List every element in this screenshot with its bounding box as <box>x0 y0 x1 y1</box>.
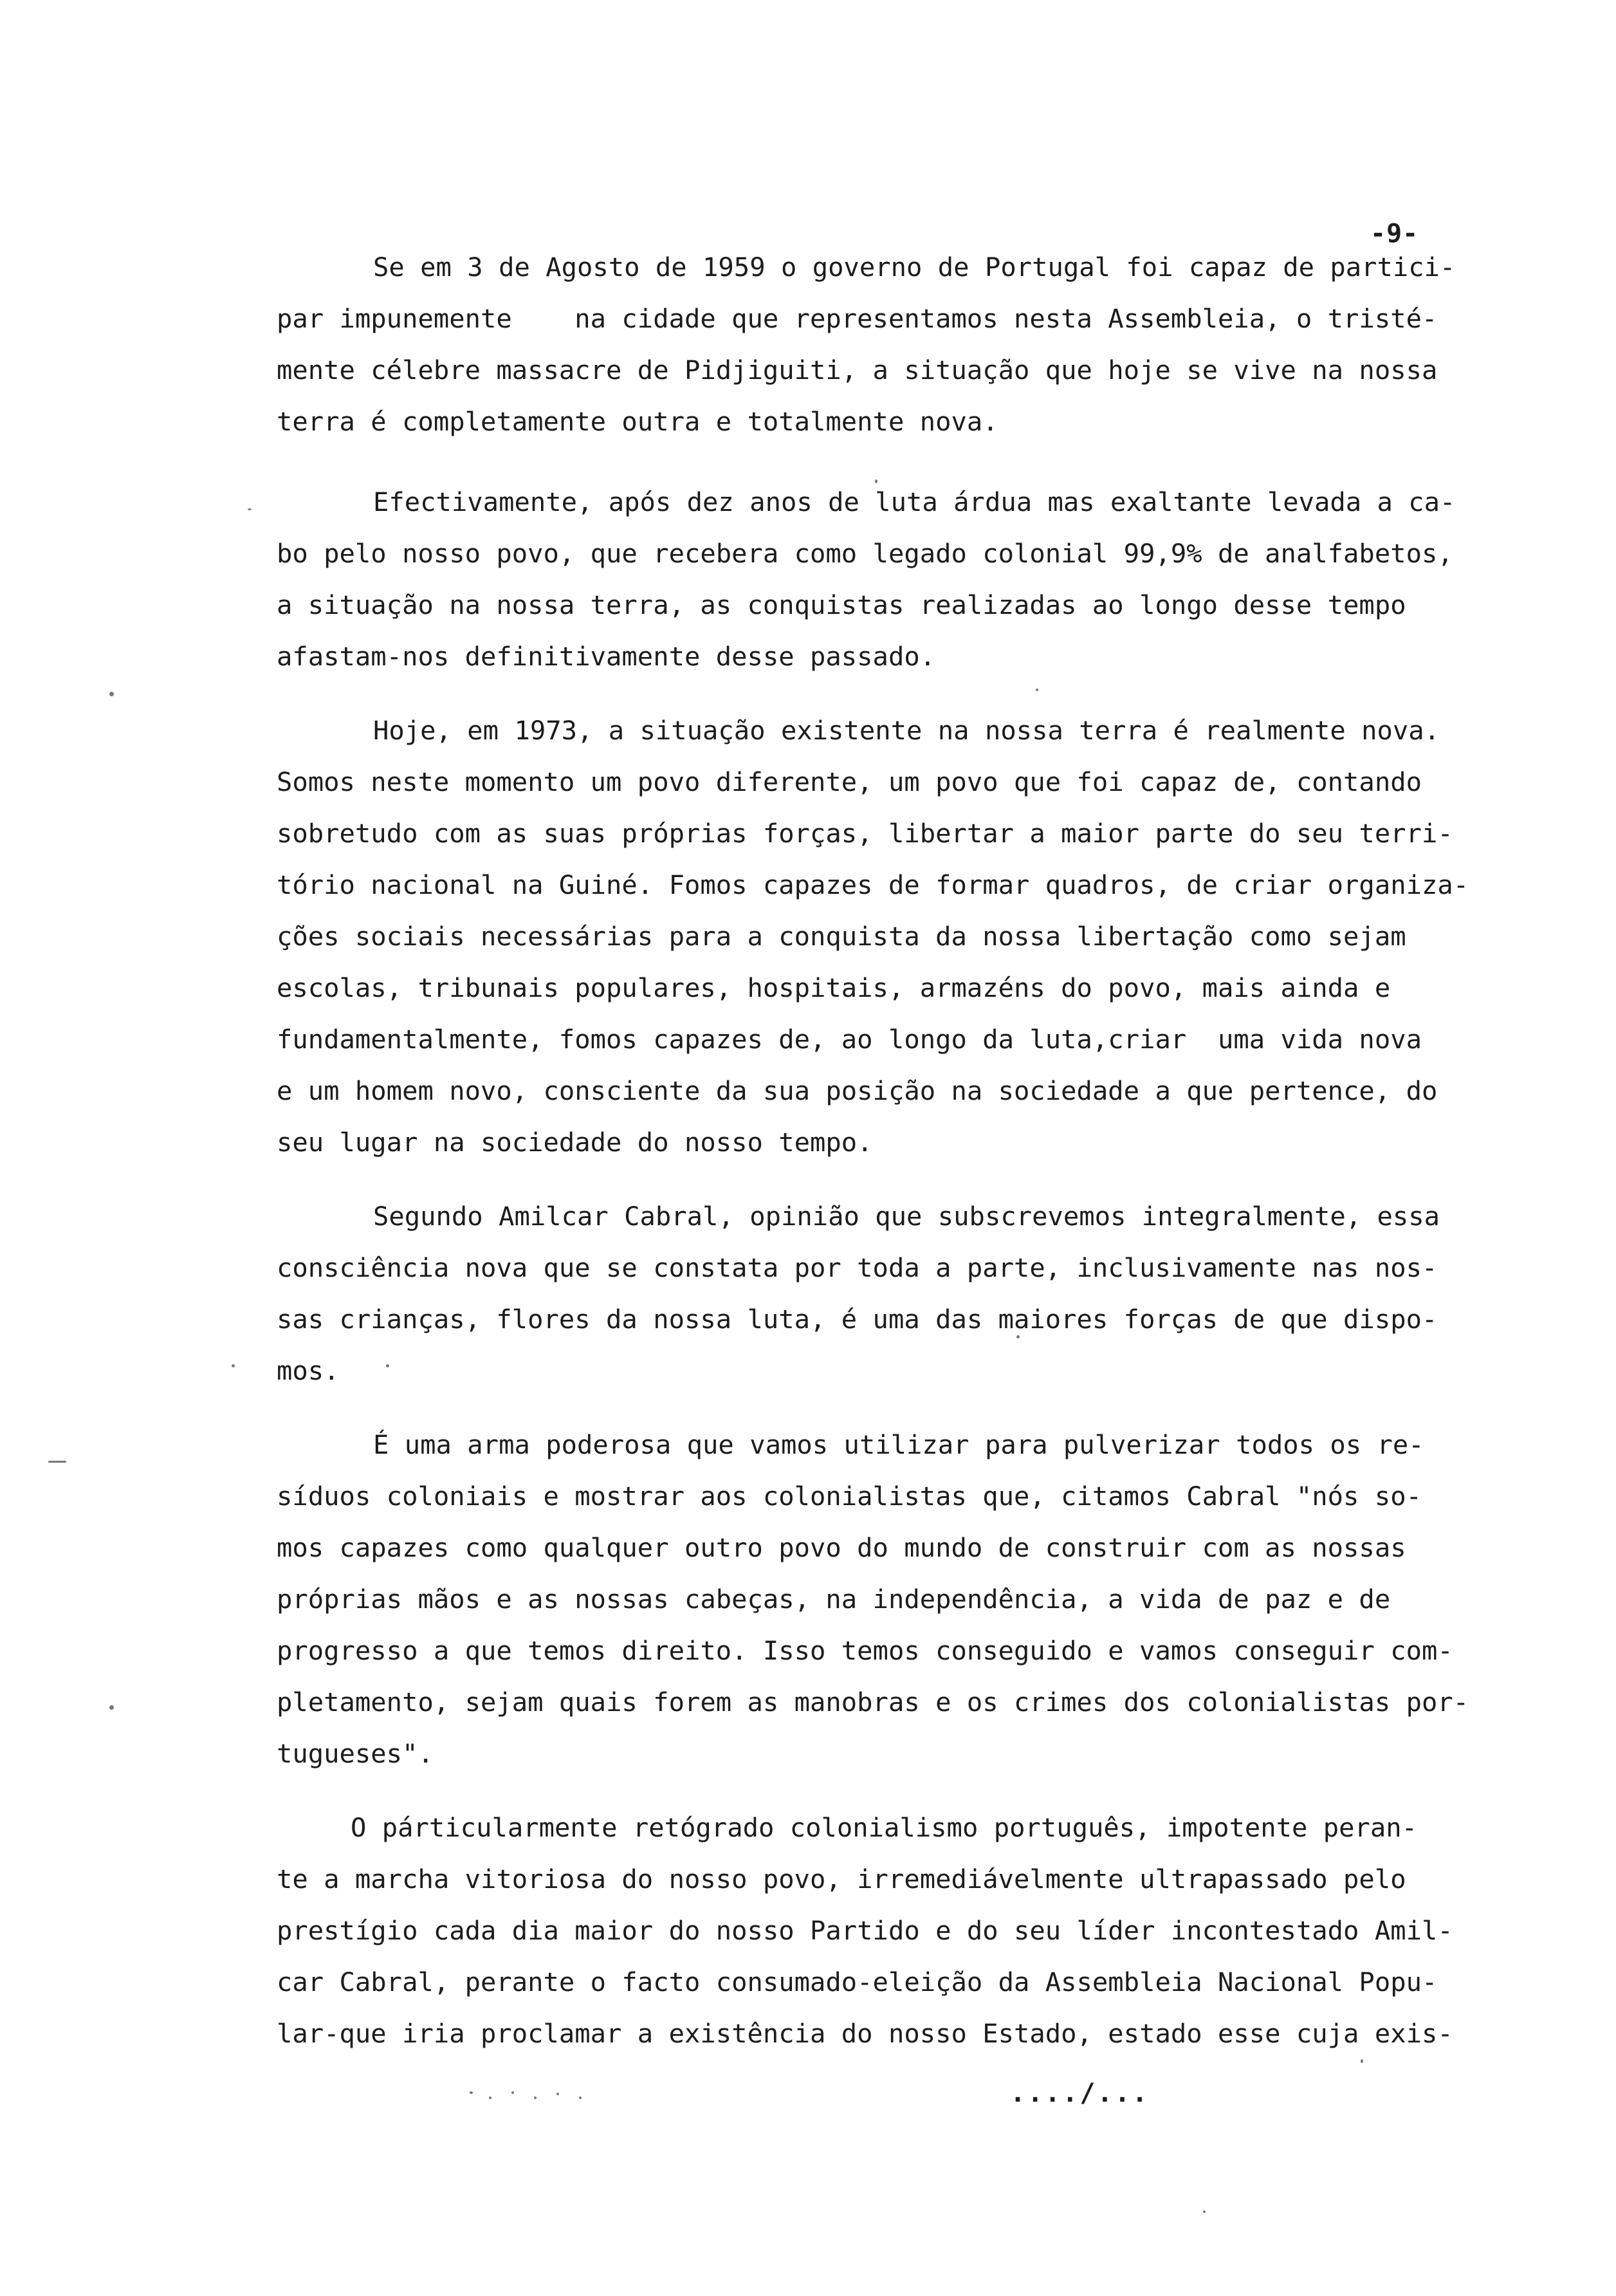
text-line: consciência nova que se constata por toda a parte, inclusivamente nas nos- <box>277 1252 1438 1283</box>
text-line: e um homem novo, consciente da sua posição na sociedade a que pertence, do <box>277 1075 1438 1106</box>
text-line: progresso a que temos direito. Isso temos conseguido e vamos conseguir com- <box>277 1635 1453 1666</box>
text-line: Somos neste momento um povo diferente, um povo que foi capaz de, contando <box>277 766 1422 797</box>
text-line: Segundo Amilcar Cabral, opinião que subscrevemos integralmente, essa <box>373 1201 1440 1232</box>
continuation-mark: ..../... <box>1010 2078 1150 2108</box>
text-line: seu lugar na sociedade do nosso tempo. <box>277 1127 873 1158</box>
page-number: -9- <box>1370 219 1419 248</box>
text-line: par impunemente na cidade que representamos nesta Assembleia, o tristé- <box>277 303 1438 334</box>
text-line: terra é completamente outra e totalmente nova. <box>277 406 998 437</box>
text-line: mente célebre massacre de Pidjiguiti, a situação que hoje se vive na nossa <box>277 355 1438 385</box>
text-line: Hoje, em 1973, a situação existente na nossa terra é realmente nova. <box>373 715 1440 746</box>
scan-speck <box>1036 689 1038 691</box>
text-line: te a marcha vitoriosa do nosso povo, irremediávelmente ultrapassado pelo <box>277 1864 1406 1894</box>
scan-speck <box>875 479 877 483</box>
text-line: sobretudo com as suas próprias forças, libertar a maior parte do seu terri- <box>277 818 1453 849</box>
scan-speck <box>1203 2210 1206 2213</box>
text-line: pletamento, sejam quais forem as manobras e os crimes dos colonialistas por- <box>277 1687 1469 1717</box>
text-line: prestígio cada dia maior do nosso Partido e do seu líder incontestado Amil- <box>277 1915 1453 1946</box>
text-line: sas crianças, flores da nossa luta, é uma das maiores forças de que dispo- <box>277 1304 1438 1335</box>
text-line: tório nacional na Guiné. Fomos capazes de formar quadros, de criar organiza- <box>277 869 1469 900</box>
text-line: Efectivamente, após dez anos de luta árdua mas exaltante levada a ca- <box>373 486 1456 517</box>
scan-speck <box>109 1705 114 1710</box>
scan-speck <box>534 2097 537 2099</box>
text-line: mos. <box>277 1355 340 1386</box>
text-line: lar-que iria proclamar a existência do nosso Estado, estado esse cuja exis- <box>277 2018 1453 2049</box>
scan-speck <box>489 2097 491 2099</box>
scan-speck <box>579 2097 582 2099</box>
scan-speck <box>470 2091 473 2094</box>
text-line: próprias mãos e as nossas cabeças, na independência, a vida de paz e de <box>277 1584 1391 1615</box>
text-line: escolas, tribunais populares, hospitais, armazéns do povo, mais ainda e <box>277 972 1391 1003</box>
scan-speck <box>511 2091 514 2094</box>
text-line: Se em 3 de Agosto de 1959 o governo de Portugal foi capaz de partici- <box>373 252 1456 282</box>
scan-speck <box>109 692 114 696</box>
scan-speck <box>556 2093 559 2095</box>
text-line: a situação na nossa terra, as conquistas realizadas ao longo desse tempo <box>277 589 1406 620</box>
scan-speck <box>48 1461 66 1463</box>
text-line: síduos coloniais e mostrar aos colonialistas que, citamos Cabral "nós so- <box>277 1481 1422 1512</box>
scan-speck <box>1016 1335 1020 1338</box>
text-line: car Cabral, perante o facto consumado-eleição da Assembleia Nacional Popu- <box>277 1967 1438 1997</box>
text-line: fundamentalmente, fomos capazes de, ao longo da luta,criar uma vida nova <box>277 1024 1422 1055</box>
text-line: tugueses". <box>277 1738 434 1769</box>
scan-speck <box>232 1364 235 1367</box>
scan-speck <box>248 508 252 510</box>
text-line: bo pelo nosso povo, que recebera como legado colonial 99,9% de analfabetos, <box>277 538 1453 569</box>
text-line: mos capazes como qualquer outro povo do mundo de construir com as nossas <box>277 1532 1406 1563</box>
scan-speck <box>1361 2059 1363 2063</box>
text-line: É uma arma poderosa que vamos utilizar para pulverizar todos os re- <box>373 1429 1424 1460</box>
text-line: afastam-nos definitivamente desse passado. <box>277 641 936 672</box>
text-line: ções sociais necessárias para a conquista da nossa libertação como sejam <box>277 921 1406 952</box>
scan-speck <box>386 1364 389 1367</box>
text-line: O párticularmente retógrado colonialismo português, impotente peran- <box>351 1812 1418 1843</box>
